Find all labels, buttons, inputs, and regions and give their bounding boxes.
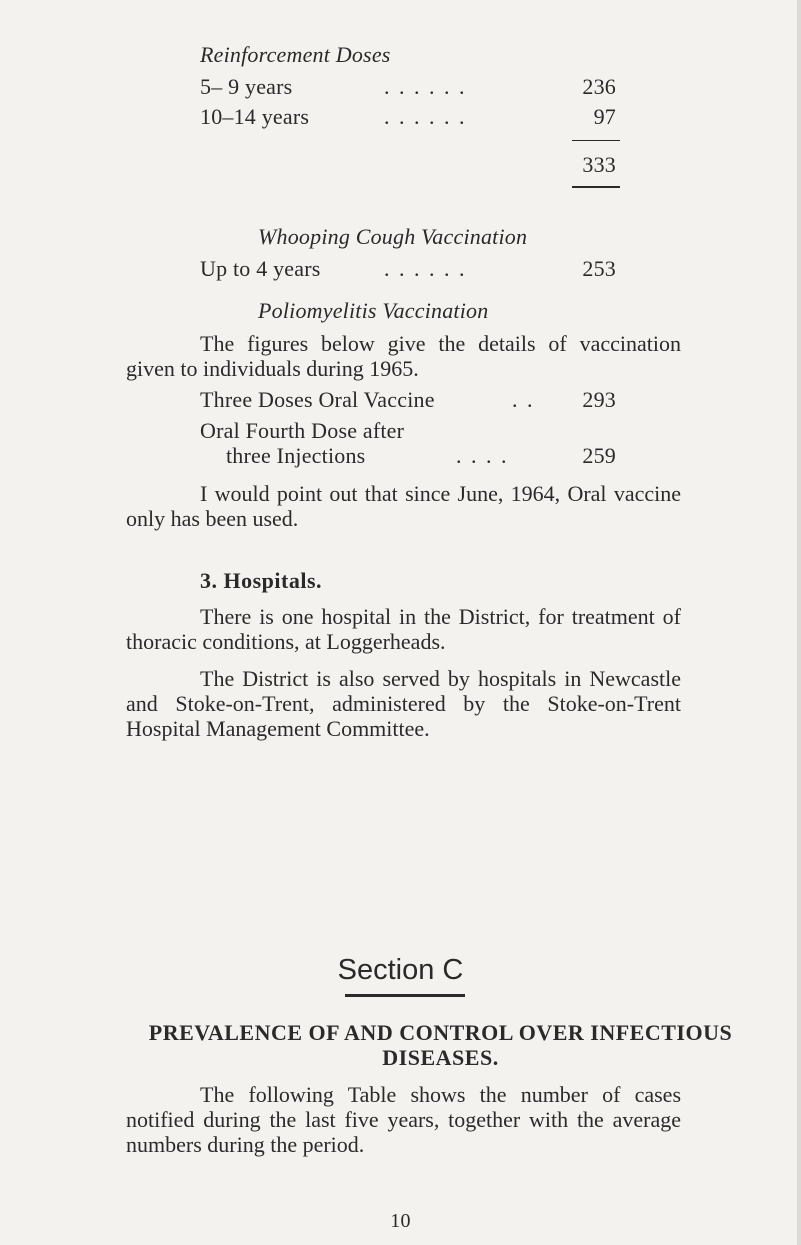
section-paragraph: The following Table shows the number of cases notified during the last five years, together with the average numbers during the period. (126, 1082, 681, 1157)
polio-row-value: 259 (582, 443, 616, 468)
polio-row-label: Three Doses Oral Vaccine (200, 387, 435, 412)
section-heading-line: DISEASES. (382, 1045, 499, 1070)
leader-dots: . . . . . . (384, 104, 467, 129)
page-number: 10 (390, 1210, 411, 1232)
reinforcement-row-label: 10–14 years (200, 104, 310, 129)
page-edge-shadow (797, 0, 801, 1245)
leader-dots: . . (512, 387, 535, 412)
whooping-title: Whooping Cough Vaccination (258, 224, 528, 249)
total-rule-bottom (572, 186, 620, 188)
polio-intro: The figures below give the details of vaccination given to individuals during 1965. (126, 331, 681, 381)
reinforcement-total: 333 (582, 152, 616, 177)
polio-row-label: Oral Fourth Dose after (200, 418, 405, 443)
reinforcement-title: Reinforcement Doses (200, 42, 391, 67)
leader-dots: . . . . (456, 443, 509, 468)
section-title: Section C (337, 954, 464, 986)
polio-note: I would point out that since June, 1964, Oral vaccine only has been used. (126, 481, 681, 531)
reinforcement-row-value: 97 (593, 104, 616, 129)
polio-row-label-continued: three Injections (226, 443, 366, 468)
section-heading-line: PREVALENCE OF AND CONTROL OVER INFECTIOUS (148, 1020, 733, 1045)
leader-dots: . . . . . . (384, 256, 467, 281)
leader-dots: . . . . . . (384, 74, 467, 99)
reinforcement-row-value: 236 (582, 74, 616, 99)
hospitals-paragraph: There is one hospital in the District, for treatment of thoracic conditions, at Loggerheads. (126, 604, 681, 654)
total-rule-top (572, 140, 620, 141)
reinforcement-row-label: 5– 9 years (200, 74, 293, 99)
whooping-row-label: Up to 4 years (200, 256, 321, 281)
polio-row-value: 293 (582, 387, 616, 412)
hospitals-heading: 3. Hospitals. (200, 568, 323, 593)
section-title-underline (345, 994, 465, 997)
whooping-row-value: 253 (582, 256, 616, 281)
hospitals-paragraph: The District is also served by hospitals in Newcastle and Stoke-on-Trent, administered by the Stoke-on-Trent Hospital Management Committee. (126, 666, 681, 741)
polio-title: Poliomyelitis Vaccination (258, 298, 489, 323)
